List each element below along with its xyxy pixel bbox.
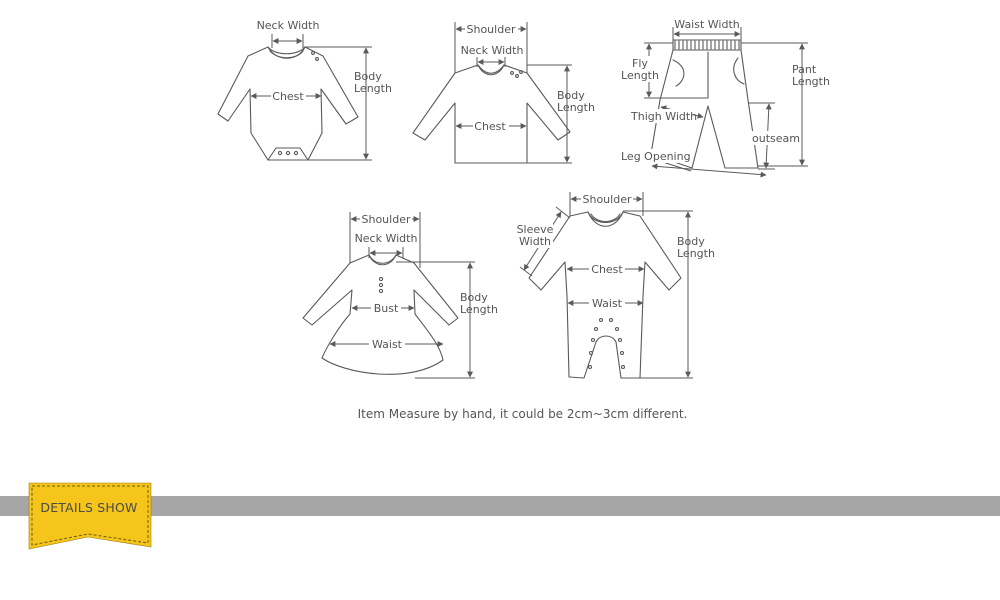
pants-fly-length-label: Fly Length [621, 57, 659, 82]
top-neck-width-dim [461, 44, 524, 67]
pants-fly-length-dim [620, 43, 708, 98]
dress-garment [303, 212, 498, 378]
details-show-label: DETAILS SHOW [40, 500, 138, 515]
romper-sleeve-width-label: Sleeve Width [516, 223, 554, 248]
top-body-length-dim [527, 65, 595, 163]
dress-bust-label: Bust [373, 302, 399, 315]
dress-neck-width-label: Neck Width [354, 232, 418, 245]
dress-body-length-dim [396, 262, 498, 378]
romper-chest-dim [567, 262, 644, 276]
pants-pant-length-dim [741, 43, 830, 166]
romper-body-length-dim [623, 211, 715, 378]
pants-outseam-dim [748, 103, 800, 169]
romper-chest-label: Chest [591, 263, 623, 276]
pants-waist-width-dim [673, 18, 741, 40]
top-chest-label: Chest [474, 120, 506, 133]
pants-outseam-label: outseam [752, 132, 800, 145]
top-neck-width-label: Neck Width [460, 44, 524, 57]
pants-thigh-width-dim [629, 107, 703, 123]
details-show-badge [26, 481, 154, 553]
pants-pant-length-label: Pant Length [792, 63, 830, 88]
romper-waist-dim [568, 296, 643, 310]
top-chest-dim [456, 119, 526, 133]
pants-leg-opening-label: Leg Opening [621, 150, 691, 163]
dress-neck-width-dim [355, 232, 418, 258]
bodysuit-body-length-dim [305, 47, 392, 160]
pants-thigh-width-label: Thigh Width [631, 110, 698, 123]
romper-waist-label: Waist [591, 297, 623, 310]
romper-shoulder-dim [570, 192, 643, 216]
dress-bust-dim [352, 301, 414, 315]
bodysuit-chest-dim [251, 89, 321, 103]
romper-shoulder-label: Shoulder [582, 193, 632, 206]
bodysuit-body-length-label: Body Length [354, 70, 392, 95]
measurement-note: Item Measure by hand, it could be 2cm~3cm different. [357, 407, 688, 421]
bodysuit-neck-width-label: Neck Width [256, 19, 320, 32]
top-garment [413, 22, 595, 163]
romper-garment [516, 192, 715, 378]
bodysuit-garment [218, 19, 392, 160]
dress-shoulder-label: Shoulder [361, 213, 411, 226]
pants-leg-opening-dim [619, 149, 766, 175]
badge-shape [29, 483, 151, 549]
romper-body-length-label: Body Length [677, 235, 715, 260]
top-shoulder-label: Shoulder [466, 23, 516, 36]
dress-waist-label: Waist [371, 338, 403, 351]
bodysuit-neck-width-dim [257, 19, 320, 48]
pants-waist-width-label: Waist Width [674, 18, 740, 31]
bodysuit-chest-label: Chest [272, 90, 304, 103]
dress-waist-dim [330, 337, 443, 351]
pants-garment [619, 18, 830, 175]
dress-body-length-label: Body Length [460, 291, 498, 316]
top-body-length-label: Body Length [557, 89, 595, 114]
